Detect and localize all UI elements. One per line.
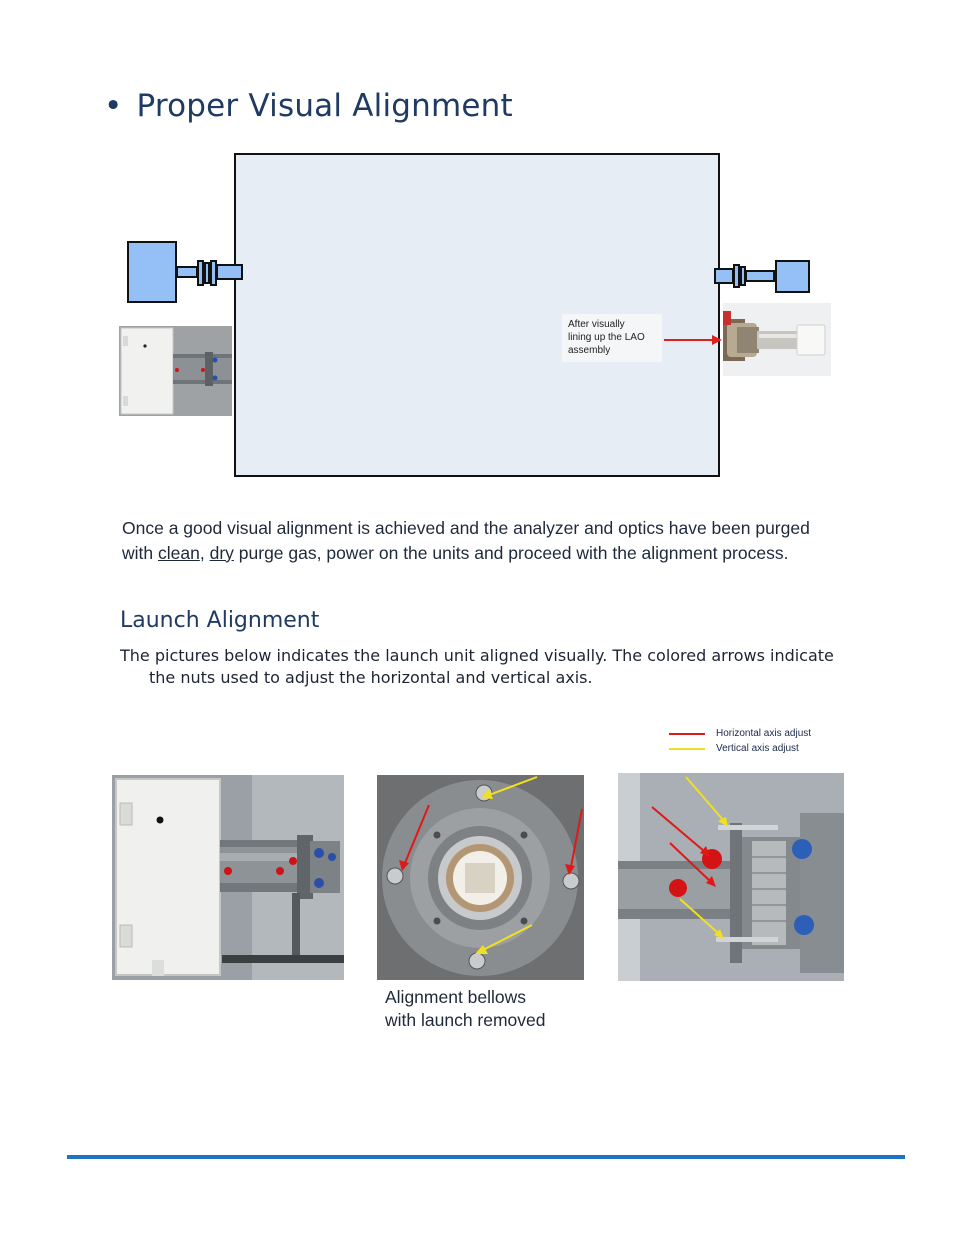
left-pipe-neck	[176, 266, 198, 278]
dry-word: dry	[209, 542, 234, 563]
note-line-1: After visually	[568, 319, 625, 330]
alignment-bellows-photo	[377, 775, 584, 980]
left-launch-photo	[119, 326, 232, 416]
legend-horizontal-swatch	[669, 733, 705, 735]
note-arrow	[662, 330, 724, 350]
right-optics-photo	[723, 303, 831, 376]
heading-bullet: •	[104, 88, 123, 124]
launch-description	[120, 645, 840, 689]
legend-vertical-swatch	[669, 748, 705, 750]
heading-title: Proper Visual Alignment	[136, 88, 513, 124]
note-line-3: assembly	[568, 345, 611, 356]
right-optics-box	[775, 260, 810, 293]
footer-rule	[67, 1155, 905, 1159]
note-line-2: lining up the LAO	[568, 332, 645, 343]
page-heading	[104, 88, 513, 124]
caption-line-1: Alignment bellows	[385, 987, 527, 1007]
bellows-caption	[385, 986, 546, 1032]
right-pipe-neck	[745, 270, 775, 282]
caption-line-2: with launch removed	[385, 1010, 546, 1030]
right-flange-1	[733, 264, 740, 288]
launch-alignment-heading: Launch Alignment	[120, 608, 320, 633]
bellows-closeup-photo	[618, 773, 844, 981]
alignment-note	[562, 314, 662, 362]
right-pipe-tube	[714, 268, 734, 284]
body-comma: ,	[199, 542, 205, 563]
left-analyzer-box	[127, 241, 177, 303]
left-pipe-tube	[216, 264, 243, 280]
left-flange-1	[197, 260, 204, 286]
launch-desc-line-2: the nuts used to adjust the horizontal and vertical axis.	[149, 668, 593, 687]
clean-word: clean	[158, 542, 200, 563]
launch-unit-side-photo	[112, 775, 344, 980]
launch-desc-line-1: The pictures below indicates the launch unit aligned visually. The colored arrows indicate	[120, 646, 834, 665]
legend-horizontal-label: Horizontal axis adjust	[716, 728, 812, 739]
body-part-2: purge gas, power on the units and proceed with the alignment process.	[238, 542, 789, 563]
body-part-1: Once a good visual alignment is achieved and the analyzer and optics have been purged with	[122, 518, 810, 563]
legend-vertical-label: Vertical axis adjust	[716, 743, 799, 754]
body-paragraph	[122, 516, 822, 565]
